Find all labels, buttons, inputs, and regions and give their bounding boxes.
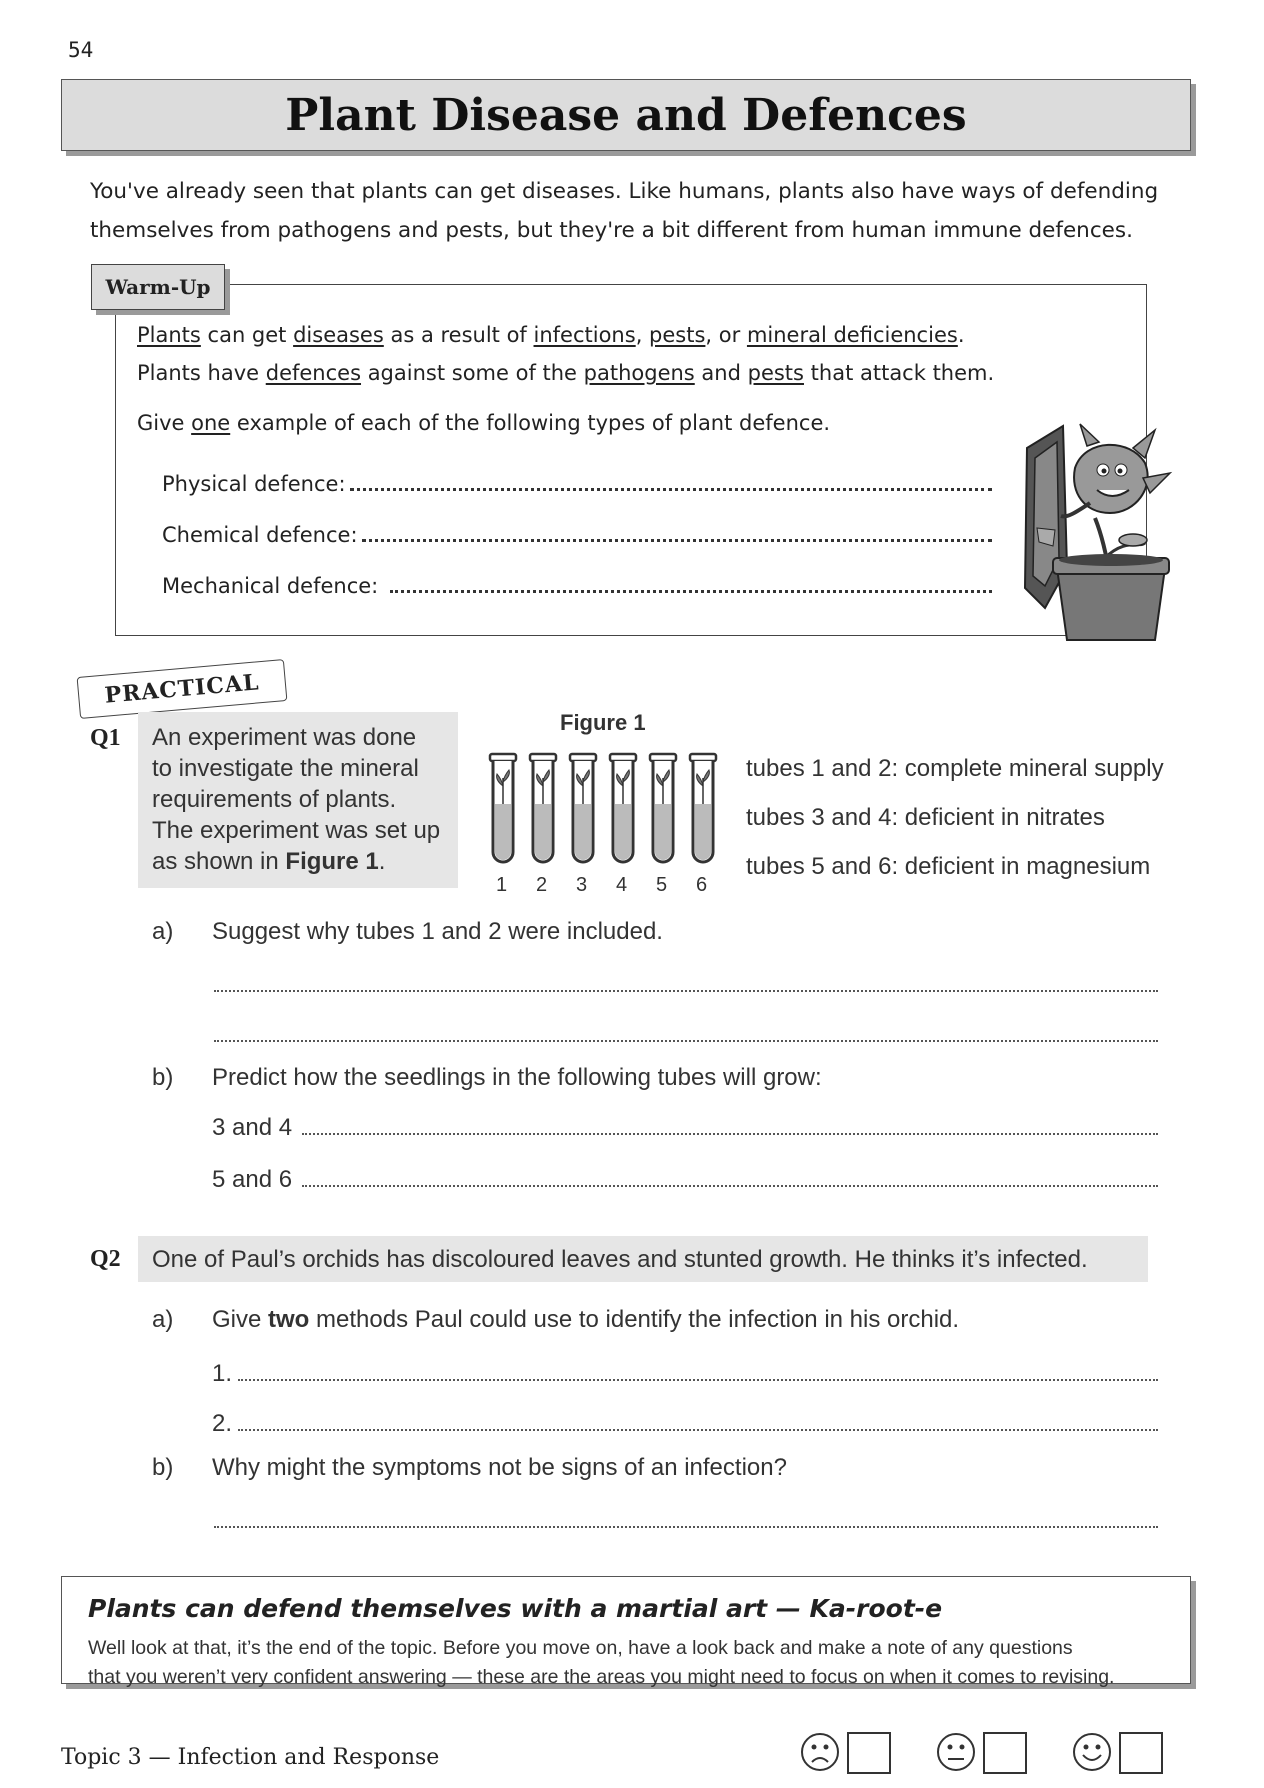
- text: as a result of: [383, 323, 534, 347]
- q2-label: Q2: [90, 1246, 121, 1272]
- tube-label-5: 5: [656, 874, 668, 896]
- text: methods Paul could use to identify the infection in his orchid.: [309, 1306, 960, 1333]
- q1b-label: b): [152, 1064, 174, 1091]
- sad-face-icon: [800, 1732, 840, 1772]
- kw-pests-2: pests: [747, 361, 804, 385]
- q1a-answer-line-2[interactable]: [214, 1040, 1158, 1042]
- physical-defence-answer[interactable]: [350, 488, 992, 491]
- q2a-item-label: 1.: [212, 1360, 233, 1387]
- tube-label-4: 4: [616, 874, 628, 896]
- intro-line-2: themselves from pathogens and pests, but they're a bit different from human immune defences.: [90, 218, 1133, 243]
- q1-intro: [152, 722, 452, 877]
- q1b-row-5-6: [212, 1166, 1158, 1194]
- summary-title: Plants can defend themselves with a martial art — Ka-root-e: [88, 1594, 943, 1623]
- intro-line-1: You've already seen that plants can get diseases. Like humans, plants also have ways of defending: [90, 179, 1159, 204]
- q1b-row-3-4: [212, 1114, 1158, 1142]
- tube-label-6: 6: [696, 874, 708, 896]
- practical-tag: PRACTICAL: [77, 659, 288, 719]
- q1-intro-line: to investigate the mineral: [152, 755, 419, 782]
- q2a-answer-2[interactable]: [238, 1429, 1158, 1431]
- text: , or: [705, 323, 747, 347]
- warmup-tag: Warm-Up: [91, 264, 225, 310]
- plant-shield-illustration: [1015, 418, 1180, 643]
- q1a-question: Suggest why tubes 1 and 2 were included.: [212, 918, 663, 945]
- tube-label-1: 1: [496, 874, 508, 896]
- tube-note-1: tubes 1 and 2: complete mineral supply: [746, 755, 1164, 782]
- q1-intro-line: The experiment was set up: [152, 817, 441, 844]
- q1b-item-label: 3 and 4: [212, 1114, 293, 1141]
- q2b-question: Why might the symptoms not be signs of an infection?: [212, 1454, 787, 1481]
- q1-label: Q1: [90, 725, 121, 751]
- q2a-answer-1[interactable]: [238, 1379, 1158, 1381]
- warmup-line-3: [137, 411, 830, 435]
- q2b-label: b): [152, 1454, 174, 1481]
- text: example of each of the following types of plant defence.: [230, 411, 831, 435]
- q2a-row-2: [212, 1410, 1158, 1438]
- q2-intro: One of Paul’s orchids has discoloured leaves and stunted growth. He thinks it’s infected.: [152, 1246, 1088, 1273]
- kw-diseases: diseases: [293, 323, 384, 347]
- neutral-face-icon: [936, 1732, 976, 1772]
- q1b-item-label: 5 and 6: [212, 1166, 293, 1193]
- figure-1-test-tubes: [486, 752, 726, 872]
- q2a-item-label: 2.: [212, 1410, 233, 1437]
- q2a-question: [212, 1306, 959, 1334]
- warmup-line-2: [137, 361, 994, 385]
- kw-one: one: [191, 411, 231, 435]
- q1-intro-line: requirements of plants.: [152, 786, 397, 813]
- text: Give: [212, 1306, 269, 1333]
- kw-defences: defences: [265, 361, 362, 385]
- text: ,: [635, 323, 650, 347]
- q1a-answer-line-1[interactable]: [214, 990, 1158, 992]
- figure-1-title: Figure 1: [560, 710, 646, 735]
- test-tube-6: [690, 754, 716, 862]
- q2b-answer-line[interactable]: [214, 1526, 1158, 1528]
- test-tube-5: [650, 754, 676, 862]
- confidence-high-checkbox[interactable]: [1119, 1732, 1163, 1774]
- warmup-line-1: [137, 323, 965, 347]
- intro-text: [90, 172, 1190, 250]
- tube-note-3: tubes 5 and 6: deficient in magnesium: [746, 853, 1151, 880]
- topic-footer: Topic 3 — Infection and Response: [61, 1745, 440, 1770]
- physical-defence-row: [162, 472, 992, 496]
- kw-plants: Plants: [137, 323, 201, 347]
- tube-label-2: 2: [536, 874, 548, 896]
- kw-pests: pests: [649, 323, 706, 347]
- emphasis: two: [268, 1306, 310, 1333]
- text: .: [378, 848, 386, 875]
- text: Plants have: [137, 361, 266, 385]
- page-number: 54: [68, 38, 94, 62]
- mechanical-defence-label: Mechanical defence:: [162, 574, 379, 598]
- test-tube-4: [610, 754, 636, 862]
- text: can get: [200, 323, 294, 347]
- text: and: [694, 361, 748, 385]
- q1-intro-line: [152, 846, 452, 877]
- q1b-answer-5-6[interactable]: [302, 1185, 1158, 1187]
- title-banner: [61, 79, 1191, 151]
- figure-ref: Figure 1: [285, 848, 379, 875]
- tube-note-2: tubes 3 and 4: deficient in nitrates: [746, 804, 1105, 831]
- text: against some of the: [361, 361, 584, 385]
- page-title: Plant Disease and Defences: [285, 89, 967, 141]
- test-tube-1: [490, 754, 516, 862]
- kw-infections: infections: [533, 323, 636, 347]
- chemical-defence-row: [162, 523, 992, 547]
- q1b-question: Predict how the seedlings in the following tubes will grow:: [212, 1064, 822, 1091]
- happy-face-icon: [1072, 1732, 1112, 1772]
- text: that attack them.: [803, 361, 995, 385]
- q2a-label: a): [152, 1306, 174, 1333]
- physical-defence-label: Physical defence:: [162, 472, 346, 496]
- test-tube-2: [530, 754, 556, 862]
- q2a-row-1: [212, 1360, 1158, 1388]
- q1a-label: a): [152, 918, 174, 945]
- mechanical-defence-row: [162, 574, 992, 598]
- summary-body: [88, 1634, 1178, 1692]
- tube-labels: [486, 874, 726, 900]
- summary-line-1: Well look at that, it’s the end of the topic. Before you move on, have a look back and make a note of any questions: [88, 1637, 1073, 1659]
- chemical-defence-label: Chemical defence:: [162, 523, 358, 547]
- tube-label-3: 3: [576, 874, 588, 896]
- text: Give: [137, 411, 192, 435]
- q1-intro-line: An experiment was done: [152, 724, 417, 751]
- text: as shown in: [152, 848, 286, 875]
- kw-mineral-deficiencies: mineral deficiencies: [746, 323, 958, 347]
- confidence-low-checkbox[interactable]: [847, 1732, 891, 1774]
- q1b-answer-3-4[interactable]: [302, 1133, 1158, 1135]
- mechanical-defence-answer[interactable]: [390, 590, 992, 593]
- kw-pathogens: pathogens: [583, 361, 695, 385]
- chemical-defence-answer[interactable]: [362, 539, 992, 542]
- text: .: [957, 323, 965, 347]
- summary-line-2: that you weren’t very confident answering — these are the areas you might need to focus on when it comes to revising.: [88, 1666, 1115, 1688]
- test-tube-3: [570, 754, 596, 862]
- confidence-medium-checkbox[interactable]: [983, 1732, 1027, 1774]
